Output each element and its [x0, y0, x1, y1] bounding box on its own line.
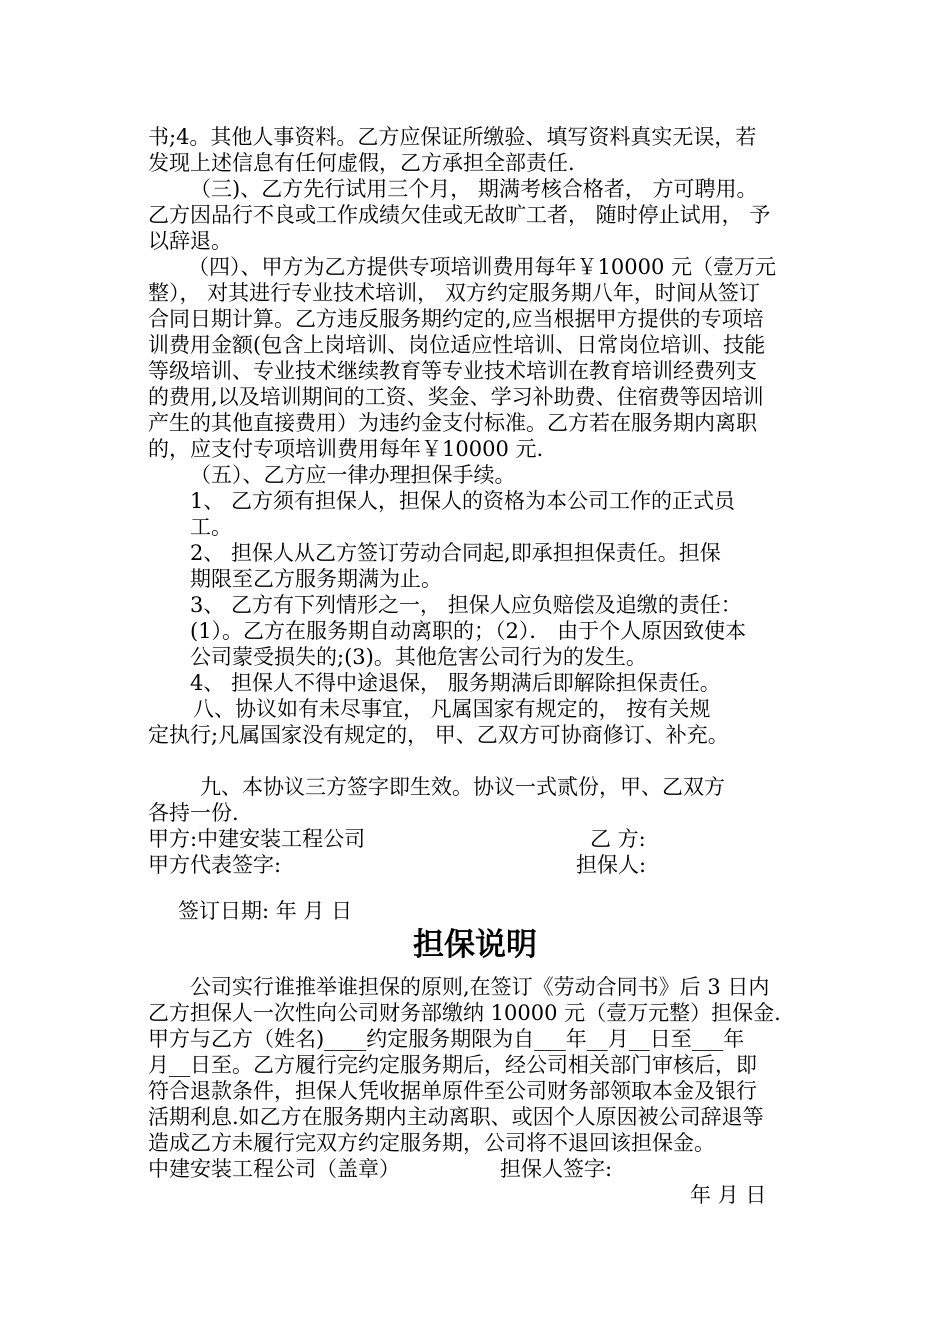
paragraph-line: 各持一份.	[148, 801, 239, 825]
paragraph-line: 乙方因品行不良或工作成绩欠佳或无故旷工者， 随时停止试用， 予	[148, 203, 771, 227]
paragraph-line: 九、本协议三方签字即生效。协议一式贰份，甲、乙双方	[200, 775, 725, 799]
paragraph-line: 月__日至。乙方履行完约定服务期后，经公司相关部门审核后，即	[148, 1053, 757, 1077]
list-item-continuation: 工。	[190, 515, 232, 539]
list-item: 1、 乙方须有担保人，担保人的资格为本公司工作的正式员	[190, 489, 736, 513]
paragraph-line: 的，应支付专项培训费用每年￥10000 元.	[148, 437, 544, 461]
paragraph-line: 以辞退。	[148, 229, 232, 253]
paragraph-line: 活期利息.如乙方在服务期内主动离职、或因个人原因被公司辞退等	[148, 1105, 764, 1129]
party-b-label: 乙 方:	[590, 827, 646, 851]
list-item: 3、 乙方有下列情形之一， 担保人应负赔偿及追缴的责任：	[190, 593, 742, 617]
guarantee-title: 担保说明	[413, 927, 537, 963]
paragraph-line: 造成乙方未履行完双方约定服务期，公司将不退回该担保金。	[148, 1131, 715, 1155]
guarantor-label: 担保人:	[576, 853, 647, 877]
paragraph-line: 甲方与乙方（姓名)____约定服务期限为自___年__月__日至___年	[148, 1027, 745, 1051]
party-a-label: 甲方:中建安装工程公司	[148, 827, 366, 851]
paragraph-line: 合同日期计算。乙方违反服务期约定的,应当根据甲方提供的专项培	[148, 307, 764, 331]
paragraph-line: 的费用,以及培训期间的工资、奖金、学习补助费、住宿费等因培训	[148, 385, 764, 409]
paragraph-line: 整）， 对其进行专业技术培训， 双方约定服务期八年，时间从签订	[148, 281, 760, 305]
company-seal-label: 中建安装工程公司（盖章）	[148, 1157, 400, 1181]
paragraph-line: 符合退款条件，担保人凭收据单原件至公司财务部领取本金及银行	[148, 1079, 757, 1103]
paragraph-line: 公司实行谁推举谁担保的原则,在签订《劳动合同书》后 3 日内	[190, 975, 770, 999]
guarantee-date-line: 年 月 日	[690, 1183, 767, 1207]
list-item: 2、 担保人从乙方签订劳动合同起,即承担担保责任。担保	[190, 541, 721, 565]
paragraph-line: （三)、乙方先行试用三个月， 期满考核合格者， 方可聘用。	[190, 177, 758, 201]
list-item-continuation: 期限至乙方服务期满为止。	[190, 567, 442, 591]
paragraph-line: 书;4。其他人事资料。乙方应保证所缴验、填写资料真实无误，若	[148, 125, 757, 149]
paragraph-line: （四）、甲方为乙方提供专项培训费用每年￥10000 元（壹万元	[188, 255, 776, 279]
paragraph-line: 乙方担保人一次性向公司财务部缴纳 10000 元（壹万元整）担保金.	[148, 1001, 781, 1025]
list-item-continuation: 公司蒙受损失的;(3)。其他危害公司行为的发生。	[190, 645, 647, 669]
paragraph-line: 八、协议如有未尽事宜， 凡属国家有规定的， 按有关规	[193, 697, 711, 721]
guarantor-signature-label: 担保人签字:	[500, 1157, 613, 1181]
list-item: 4、 担保人不得中途退保， 服务期满后即解除担保责任。	[190, 671, 721, 695]
paragraph-line: （五）、乙方应一律办理担保手续。	[190, 463, 516, 487]
paragraph-line: 等级培训、专业技术继续教育等专业技术培训在教育培训经费列支	[148, 359, 757, 383]
paragraph-line: 训费用金额(包含上岗培训、岗位适应性培训、日常岗位培训、技能	[148, 333, 766, 357]
paragraph-line: 发现上述信息有任何虚假，乙方承担全部责任.	[148, 151, 575, 175]
list-item-continuation: (1）。乙方在服务期自动离职的；（2）． 由于个人原因致使本	[190, 619, 747, 643]
party-a-rep-label: 甲方代表签字:	[148, 853, 282, 877]
sign-date-line: 签订日期: 年 月 日	[178, 899, 353, 923]
paragraph-line: 产生的其他直接费用）为违约金支付标准。乙方若在服务期内离职	[148, 411, 757, 435]
paragraph-line: 定执行;凡属国家没有规定的， 甲、乙双方可协商修订、补充。	[148, 723, 729, 747]
